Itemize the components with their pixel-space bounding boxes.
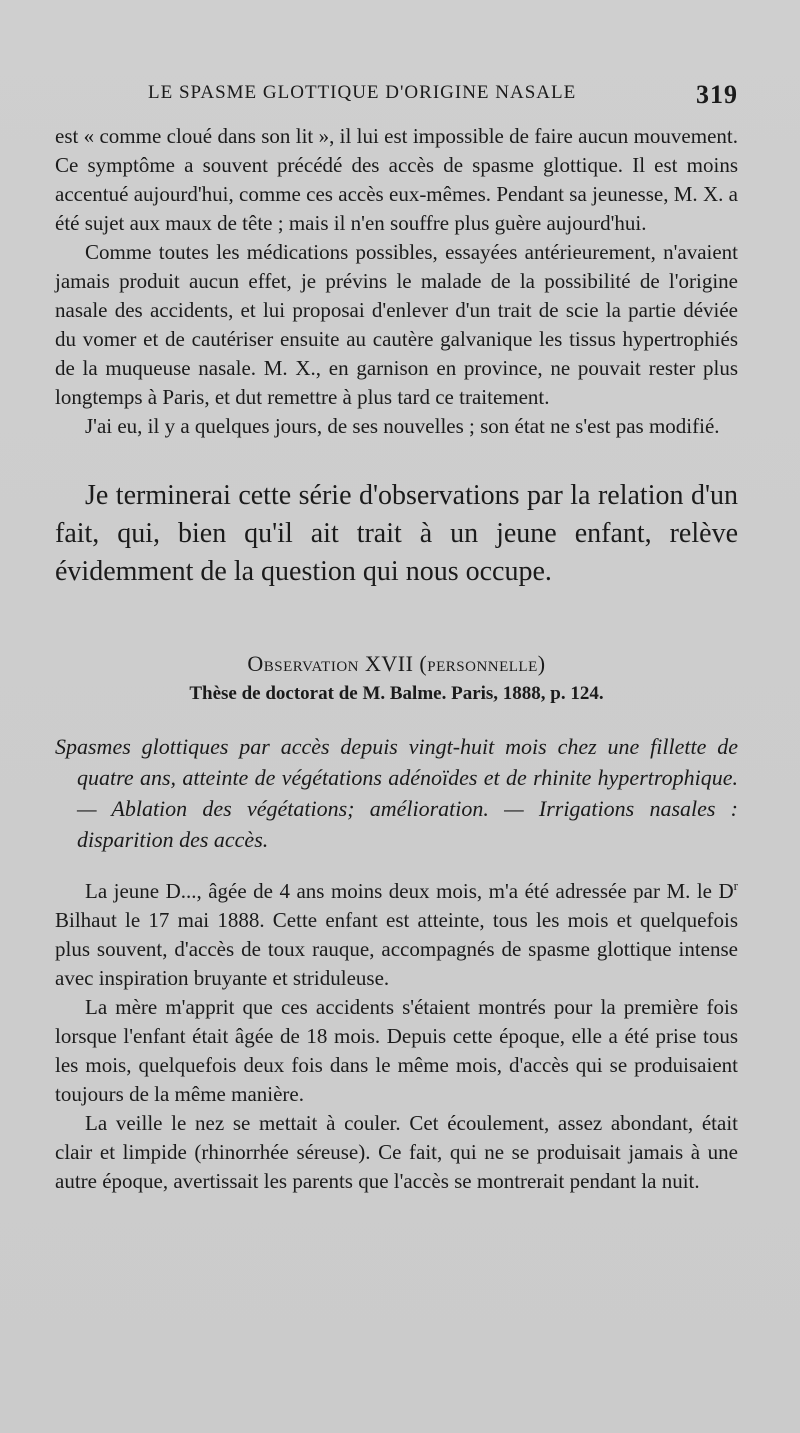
page-body	[55, 122, 738, 1196]
paragraph-treatment: Comme toutes les médications possibles, essayées antérieurement, n'avaient jamais produit aucun effet, je prévins le malade de la possibilité de l'origine nasale des accidents, et lui proposai d'enlever d'un trait de scie la partie déviée du vomer et de cautériser ensuite au cautère galvanique les tissus hypertrophiés de la muqueuse nasale. M. X., en garnison en province, ne pouvait rester plus longtemps à Paris, et dut remettre à plus tard ce traitement.	[55, 240, 738, 409]
doctor-abbrev-sup: r	[733, 878, 738, 893]
paragraph-continuation: est « comme cloué dans son lit », il lui est impossible de faire aucun mouvement. Ce symptôme a souvent précédé des accès de spasme glottique. Il est moins accentué aujourd'hui, comme ces accès eux-mêmes. Pendant sa jeunesse, M. X. a été sujet aux maux de tête ; mais il n'en souffre plus guère aujourd'hui.	[55, 124, 738, 235]
observation-summary: Spasmes glottiques par accès depuis vingt-huit mois chez une fillette de quatre ans, atteinte de végétations adénoïdes et de rhinite hypertrophique.— Ablation des végétations; amélioration. — Irrigations nasales : disparition des accès.	[55, 734, 738, 852]
patient-text-start: La jeune D..., âgée de 4 ans moins deux mois, m'a été adressée par M. le D	[85, 879, 734, 903]
page-number: 319	[696, 80, 738, 109]
observation-title: Observation XVII (personnelle)	[247, 651, 546, 676]
observation-body	[55, 877, 738, 1196]
paragraph-patient	[55, 877, 738, 993]
paragraph-mother: La mère m'apprit que ces accidents s'étaient montrés pour la première fois lorsque l'enfant était âgée de 18 mois. Depuis cette époque, elle a été prise tous les mois, quelquefois deux fois dans le même mois, d'accès qui se produisaient toujours de la même manière.	[55, 995, 738, 1106]
paragraph-rhinorrhea: La veille le nez se mettait à couler. Cet écoulement, assez abondant, était clair et limpide (rhinorrhée séreuse). Ce fait, qui ne se produisait jamais à une autre époque, avertissait les parents que l'accès se montrerait pendant la nuit.	[55, 1111, 738, 1193]
patient-text-end: Bilhaut le 17 mai 1888. Cette enfant est atteinte, tous les mois et quelquefois plus souvent, d'accès de toux rauque, accompagnés de spasme glottique intense avec inspiration bruyante et striduleuse.	[55, 908, 738, 990]
paragraph-news: J'ai eu, il y a quelques jours, de ses nouvelles ; son état ne s'est pas modifié.	[85, 414, 720, 438]
observations-intro: Je terminerai cette série d'observations par la relation d'un fait, qui, bien qu'il ait trait à un jeune enfant, relève évidemment de la question qui nous occupe.	[55, 480, 738, 587]
running-title: LE SPASME GLOTTIQUE D'ORIGINE NASALE	[148, 82, 577, 103]
page-header	[148, 80, 738, 116]
observation-source: Thèse de doctorat de M. Balme. Paris, 1888, p. 124.	[189, 683, 604, 704]
